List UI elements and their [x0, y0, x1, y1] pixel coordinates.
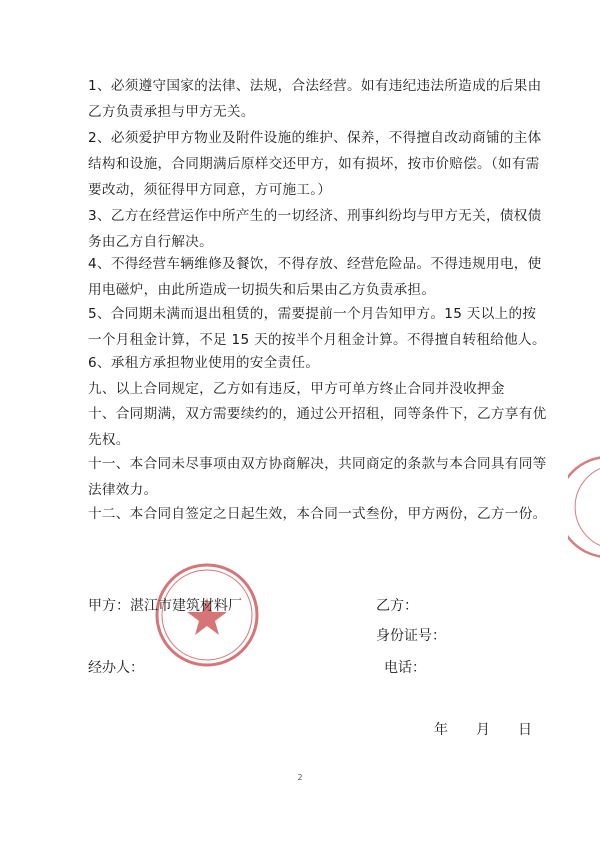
clause-2: 2、必须爱护甲方物业及附件设施的维护、保养，不得擅自改动商铺的主体结构和设施，合同期满后原样交还甲方，如有损坏，按市价赔偿。（如有需要改动，须征得甲方同意，方可施工。）	[88, 130, 542, 198]
phone-label: 电话：	[384, 660, 426, 676]
clause-4: 4、不得经营车辆维修及餐饮，不得存放、经营危险品。不得违规用电，使用电磁炉，由此所造成一切损失和后果由乙方负责承担。	[88, 256, 542, 298]
date-day: 日	[518, 722, 532, 738]
page-number: 2	[297, 773, 303, 782]
date-year: 年	[434, 722, 448, 738]
clause-3: 3、乙方在经营运作中所产生的一切经济、刑事纠纷均与甲方无关，债权债务由乙方自行解决。	[88, 208, 542, 250]
clause-9: 九、以上合同规定，乙方如有违反，甲方可单方终止合同并没收押金	[88, 381, 505, 397]
clause-5: 5、合同期未满而退出租赁的，需要提前一个月告知甲方。15 天以上的按一个月租金计算，不足 15 天的按半个月租金计算。不得擅自转租给他人。	[88, 306, 546, 348]
clause-1: 1、必须遵守国家的法律、法规，合法经营。如有违纪违法所造成的后果由乙方负责承担与甲方无关。	[88, 78, 542, 120]
date-month: 月	[476, 722, 490, 738]
clause-12: 十二、本合同自签定之日起生效，本合同一式叁份，甲方两份，乙方一份。	[88, 506, 547, 522]
handler-label: 经办人：	[88, 660, 144, 676]
id-number-label: 身份证号：	[376, 628, 446, 644]
clause-10: 十、合同期满，双方需要续约的，通过公开招租，同等条件下，乙方享有优先权。	[88, 406, 547, 448]
clause-6: 6、承租方承担物业使用的安全责任。	[88, 355, 320, 371]
clause-11: 十一、本合同未尽事项由双方协商解决，共同商定的条款与本合同具有同等法律效力。	[88, 456, 547, 498]
edge-seal-icon	[568, 452, 600, 562]
party-a-label: 甲方：湛江市建筑材料厂	[88, 598, 242, 614]
party-b-label: 乙方：	[376, 598, 418, 614]
